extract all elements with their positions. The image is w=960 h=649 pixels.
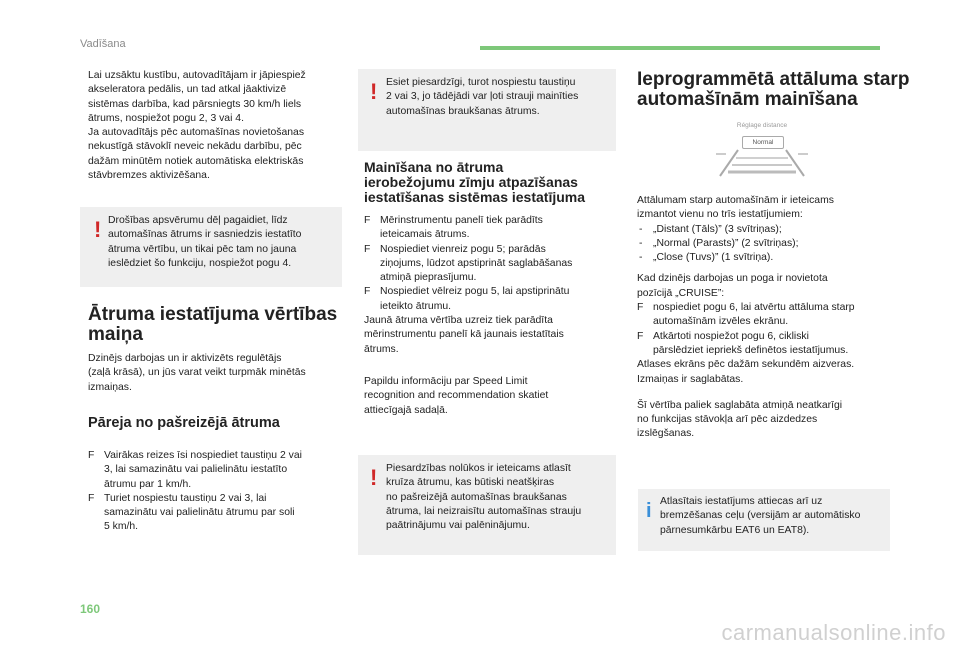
bullet-line: ieteicamais ātrums. bbox=[380, 229, 470, 241]
bullet-line: ziņojums, lūdzot apstiprināt saglabāšanas bbox=[380, 257, 573, 269]
para-line: mērinstrumentu panelī kā jaunais iestatītais bbox=[364, 329, 564, 341]
dash-item: - „Normal (Parasts)” (2 svītriņas); bbox=[637, 237, 902, 251]
bullet-line: nospiediet pogu 6, lai atvērtu attāluma starp bbox=[653, 302, 855, 314]
intro-line: ātrums, nospiežot pogu 2, 3 vai 4. bbox=[88, 112, 244, 124]
info-line: pārnesumkārbu EAT6 un EAT8). bbox=[660, 524, 810, 536]
para-line: (zaļā krāsā), un jūs varat veikt turpmāk minētās bbox=[88, 367, 306, 379]
bullet-line: ātrumu par 1 km/h. bbox=[104, 478, 192, 490]
bullet-icon: F bbox=[364, 215, 371, 226]
para-line: Atlases ekrāns pēc dažām sekundēm aizveras. bbox=[637, 359, 855, 371]
watermark: carmanualsonline.info bbox=[721, 620, 946, 645]
bullet-item bbox=[637, 330, 902, 359]
distance-setting-screen bbox=[712, 120, 812, 178]
bullet-line: Atkārtoti nospiežot pogu 6, cikliski bbox=[653, 330, 809, 342]
intro-line: dažām minūtēm notiek automātiska elektriskās bbox=[88, 155, 304, 167]
bullet-icon: F bbox=[364, 243, 371, 255]
warning-line: ātruma, lai neizraisītu automašīnas strauju bbox=[386, 505, 582, 517]
info-box bbox=[638, 489, 890, 551]
intro-line: nekustīgā stāvoklī neveic nekādu darbību, pēc bbox=[88, 141, 302, 153]
bullet-line: Turiet nospiestu taustiņu 2 vai 3, lai bbox=[104, 492, 267, 504]
para-line: attiecīgajā sadaļā. bbox=[364, 404, 448, 416]
col3-body bbox=[637, 194, 902, 442]
bullet-line: Nospiediet vienreiz pogu 5; parādās bbox=[380, 243, 546, 255]
intro-line: stāvbremzes aktivizēšana. bbox=[88, 170, 210, 182]
section-title: Vadīšana bbox=[80, 38, 126, 50]
para-line: pozīcijā „CRUISE”: bbox=[637, 287, 725, 299]
warning-line: Esiet piesardzīgi, turot nospiestu taustiņu bbox=[386, 77, 576, 88]
warning-line: kruīza ātrumu, kas būtiski neatšķiras bbox=[386, 477, 555, 489]
warning-icon: ! bbox=[94, 217, 102, 242]
bullet-line: Mērinstrumentu panelī tiek parādīts bbox=[380, 215, 543, 226]
bullet-line: samazinātu vai palielinātu ātrumu par soli bbox=[104, 507, 295, 519]
warning-box bbox=[358, 455, 616, 555]
bullet-icon: F bbox=[637, 330, 644, 342]
heading-speed-limit bbox=[364, 160, 622, 205]
col1-para2 bbox=[88, 352, 356, 395]
bullet-line: 3, lai samazinātu vai palielinātu iestatīto bbox=[104, 464, 288, 476]
dash-item: - „Distant (Tāls)” (3 svītriņas); bbox=[637, 223, 902, 237]
heading-line: ierobežojumu zīmju atpazīšanas bbox=[364, 174, 578, 190]
intro-line: Ja autovadītājs pēc automašīnas novietošanas bbox=[88, 127, 305, 139]
bullet-item bbox=[88, 449, 356, 492]
warning-line: ieslēdziet šo funkciju, nospiežot pogu 4. bbox=[108, 257, 292, 269]
warning-icon: ! bbox=[370, 465, 378, 490]
road-lanes-icon bbox=[712, 148, 812, 178]
para-line: Šī vērtība paliek saglabāta atmiņā neatkarīgi bbox=[637, 399, 843, 411]
screen-title: Réglage distance bbox=[736, 122, 788, 129]
warning-line: Drošības apsvērumu dēļ pagaidiet, līdz bbox=[108, 215, 288, 226]
para-line: Dzinējs darbojas un ir aktivizēts regulētājs bbox=[88, 353, 282, 364]
intro-line: akseleratora pedālis, un tad atkal jāaktivizē bbox=[88, 84, 287, 96]
bullet-line: pārslēdziet iepriekš definētos iestatījumus. bbox=[653, 344, 849, 356]
bullet-icon: F bbox=[88, 492, 95, 504]
bullet-item bbox=[364, 243, 618, 286]
info-line: bremzēšanas ceļu (versijām ar automātisko bbox=[660, 510, 861, 522]
bullet-line: atmiņā pieprasījumu. bbox=[380, 272, 477, 284]
bullet-line: automašīnām izvēles ekrānu. bbox=[653, 316, 789, 328]
bullet-icon: F bbox=[88, 450, 95, 461]
dash-item: - „Close (Tuvs)” (1 svītriņa). bbox=[637, 251, 902, 265]
bullet-item bbox=[364, 285, 618, 314]
heading-distance bbox=[637, 70, 937, 110]
bullet-item bbox=[364, 214, 618, 243]
para-line: Izmaiņas ir saglabātas. bbox=[637, 373, 744, 385]
warning-line: automašīnas braukšanas ātrums. bbox=[386, 105, 540, 117]
warning-line: paātrinājumu vai palēninājumu. bbox=[386, 520, 530, 532]
info-icon: i bbox=[646, 500, 652, 522]
col2-bullets bbox=[364, 214, 618, 357]
info-line: Atlasītais iestatījums attiecas arī uz bbox=[660, 496, 823, 507]
col2-more-info bbox=[364, 375, 618, 418]
para-line: Attālumam starp automašīnām ir ieteicams bbox=[637, 195, 834, 206]
screen-value: Normal bbox=[742, 136, 784, 149]
heading-line: iestatīšanas sistēmas iestatījuma bbox=[364, 189, 586, 205]
warning-line: 2 vai 3, jo tādējādi var ļoti strauji mainīties bbox=[386, 91, 579, 103]
para-line: izmaiņas. bbox=[88, 381, 132, 393]
bullet-line: Vairākas reizes īsi nospiediet taustiņu 2 vai bbox=[104, 450, 302, 461]
bullet-icon: F bbox=[364, 286, 371, 298]
heading-line: maiņa bbox=[88, 324, 143, 345]
bullet-item bbox=[88, 492, 356, 535]
bullet-icon: F bbox=[637, 302, 644, 314]
para-line: Papildu informāciju par Speed Limit bbox=[364, 376, 528, 387]
para-line: Kad dzinējs darbojas un poga ir novietota bbox=[637, 273, 828, 285]
warning-line: ātruma vērtību, un tikai pēc tam no jauna bbox=[108, 243, 297, 255]
page-number: 160 bbox=[80, 602, 101, 616]
heading-line: Mainīšana no ātruma bbox=[364, 159, 504, 175]
para-line: no funkcijas stāvokļa arī pēc aizdedzes bbox=[637, 414, 818, 426]
para-line: ātrums. bbox=[364, 343, 399, 355]
warning-icon: ! bbox=[370, 79, 378, 104]
heading-line: Ātruma iestatījuma vērtības bbox=[88, 304, 338, 325]
bullet-line: ieteikto ātrumu. bbox=[380, 300, 452, 312]
intro-line: Lai uzsāktu kustību, autovadītājam ir jāpiespiež bbox=[88, 70, 306, 81]
heading-current-speed: Pāreja no pašreizējā ātruma bbox=[88, 415, 280, 431]
warning-box bbox=[358, 69, 616, 151]
heading-speed-change bbox=[88, 305, 358, 345]
intro-line: sistēmas darbība, kad pārsniegts 30 km/h liels bbox=[88, 98, 302, 110]
header-accent-bar bbox=[480, 46, 880, 50]
para-line: izslēgšanas. bbox=[637, 428, 695, 440]
para-line: Jaunā ātruma vērtība uzreiz tiek parādīta bbox=[364, 315, 553, 327]
warning-box bbox=[80, 207, 342, 287]
warning-line: no pašreizējā automašīnas braukšanas bbox=[386, 491, 567, 503]
warning-line: Piesardzības nolūkos ir ieteicams atlasīt bbox=[386, 463, 571, 474]
para-line: recognition and recommendation skatiet bbox=[364, 390, 549, 402]
heading-line: Ieprogrammētā attāluma starp bbox=[637, 69, 910, 90]
bullet-item bbox=[637, 301, 902, 330]
col1-intro bbox=[88, 69, 356, 183]
para-line: izmantot vienu no trīs iestatījumiem: bbox=[637, 209, 803, 221]
warning-line: automašīnas ātrums ir sasniedzis iestatīto bbox=[108, 229, 302, 241]
bullet-line: Nospiediet vēlreiz pogu 5, lai apstiprinātu bbox=[380, 286, 570, 298]
bullet-line: 5 km/h. bbox=[104, 521, 139, 533]
col1-bullets bbox=[88, 449, 356, 535]
heading-line: automašīnām mainīšana bbox=[637, 89, 858, 110]
